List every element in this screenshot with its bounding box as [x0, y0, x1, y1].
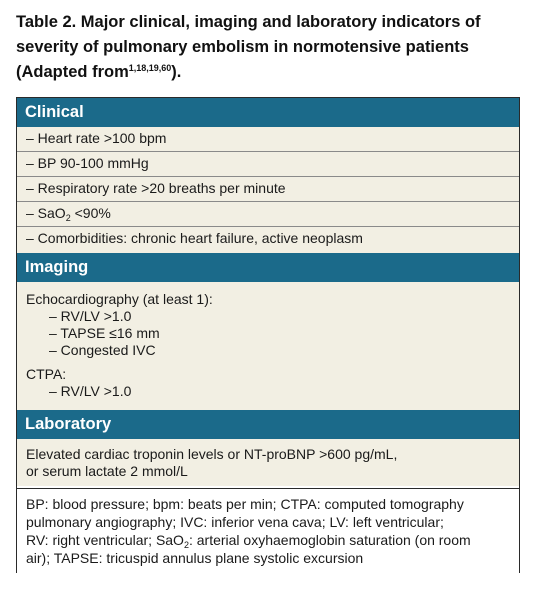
caption-refs: 1,18,19,60 — [128, 63, 172, 73]
lab-line: Elevated cardiac troponin levels or NT-proBNP >600 pg/mL, — [26, 446, 398, 462]
footnote-sao2-sub: 2 — [183, 540, 189, 550]
footnote-line: air); TAPSE: tricuspid annulus plane systolic excursion — [26, 550, 364, 566]
footnote-line3-pre: RV: right ventricular; SaO — [26, 532, 184, 548]
imaging-section — [17, 282, 519, 410]
laboratory-section — [17, 439, 519, 486]
echo-label: Echocardiography (at least 1): — [26, 291, 213, 307]
clinical-item: – Respiratory rate >20 breaths per minute — [17, 177, 519, 202]
footnote — [17, 488, 519, 573]
table-caption — [16, 10, 522, 85]
clinical-item: – Comorbidities: chronic heart failure, active neoplasm — [26, 230, 363, 246]
footnote-line — [26, 531, 471, 549]
caption-close: ). — [171, 63, 182, 81]
lab-line: or serum lactate 2 mmol/L — [26, 463, 188, 479]
echo-item: – TAPSE ≤16 mm — [49, 325, 160, 341]
footnote-line3-post: : arterial oxyhaemoglobin saturation (on room — [188, 532, 471, 548]
echo-item: – Congested IVC — [49, 342, 156, 358]
sao2-sub: 2 — [65, 213, 71, 223]
clinical-item: – BP 90-100 mmHg — [17, 152, 519, 177]
laboratory-header: Laboratory — [17, 410, 519, 439]
ctpa-label: CTPA: — [26, 366, 67, 382]
imaging-header: Imaging — [17, 253, 519, 282]
sao2-post: <90% — [70, 205, 111, 221]
footnote-line: pulmonary angiography; IVC: inferior vena cava; LV: left ventricular; — [26, 514, 444, 530]
clinical-section — [17, 127, 519, 253]
ctpa-item: – RV/LV >1.0 — [49, 383, 132, 399]
clinical-item — [17, 202, 519, 227]
echo-item: – RV/LV >1.0 — [49, 308, 132, 324]
caption-text: Table 2. Major clinical, imaging and laboratory indicators of severity of pulmonary embolism in normotensive patients (Adapted from — [16, 13, 481, 81]
clinical-header: Clinical — [17, 98, 519, 127]
footnote-line: BP: blood pressure; bpm: beats per min; CTPA: computed tomography — [26, 496, 464, 512]
sao2-pre: – SaO — [26, 205, 66, 221]
clinical-item: – Heart rate >100 bpm — [17, 127, 519, 152]
severity-table — [16, 97, 520, 573]
